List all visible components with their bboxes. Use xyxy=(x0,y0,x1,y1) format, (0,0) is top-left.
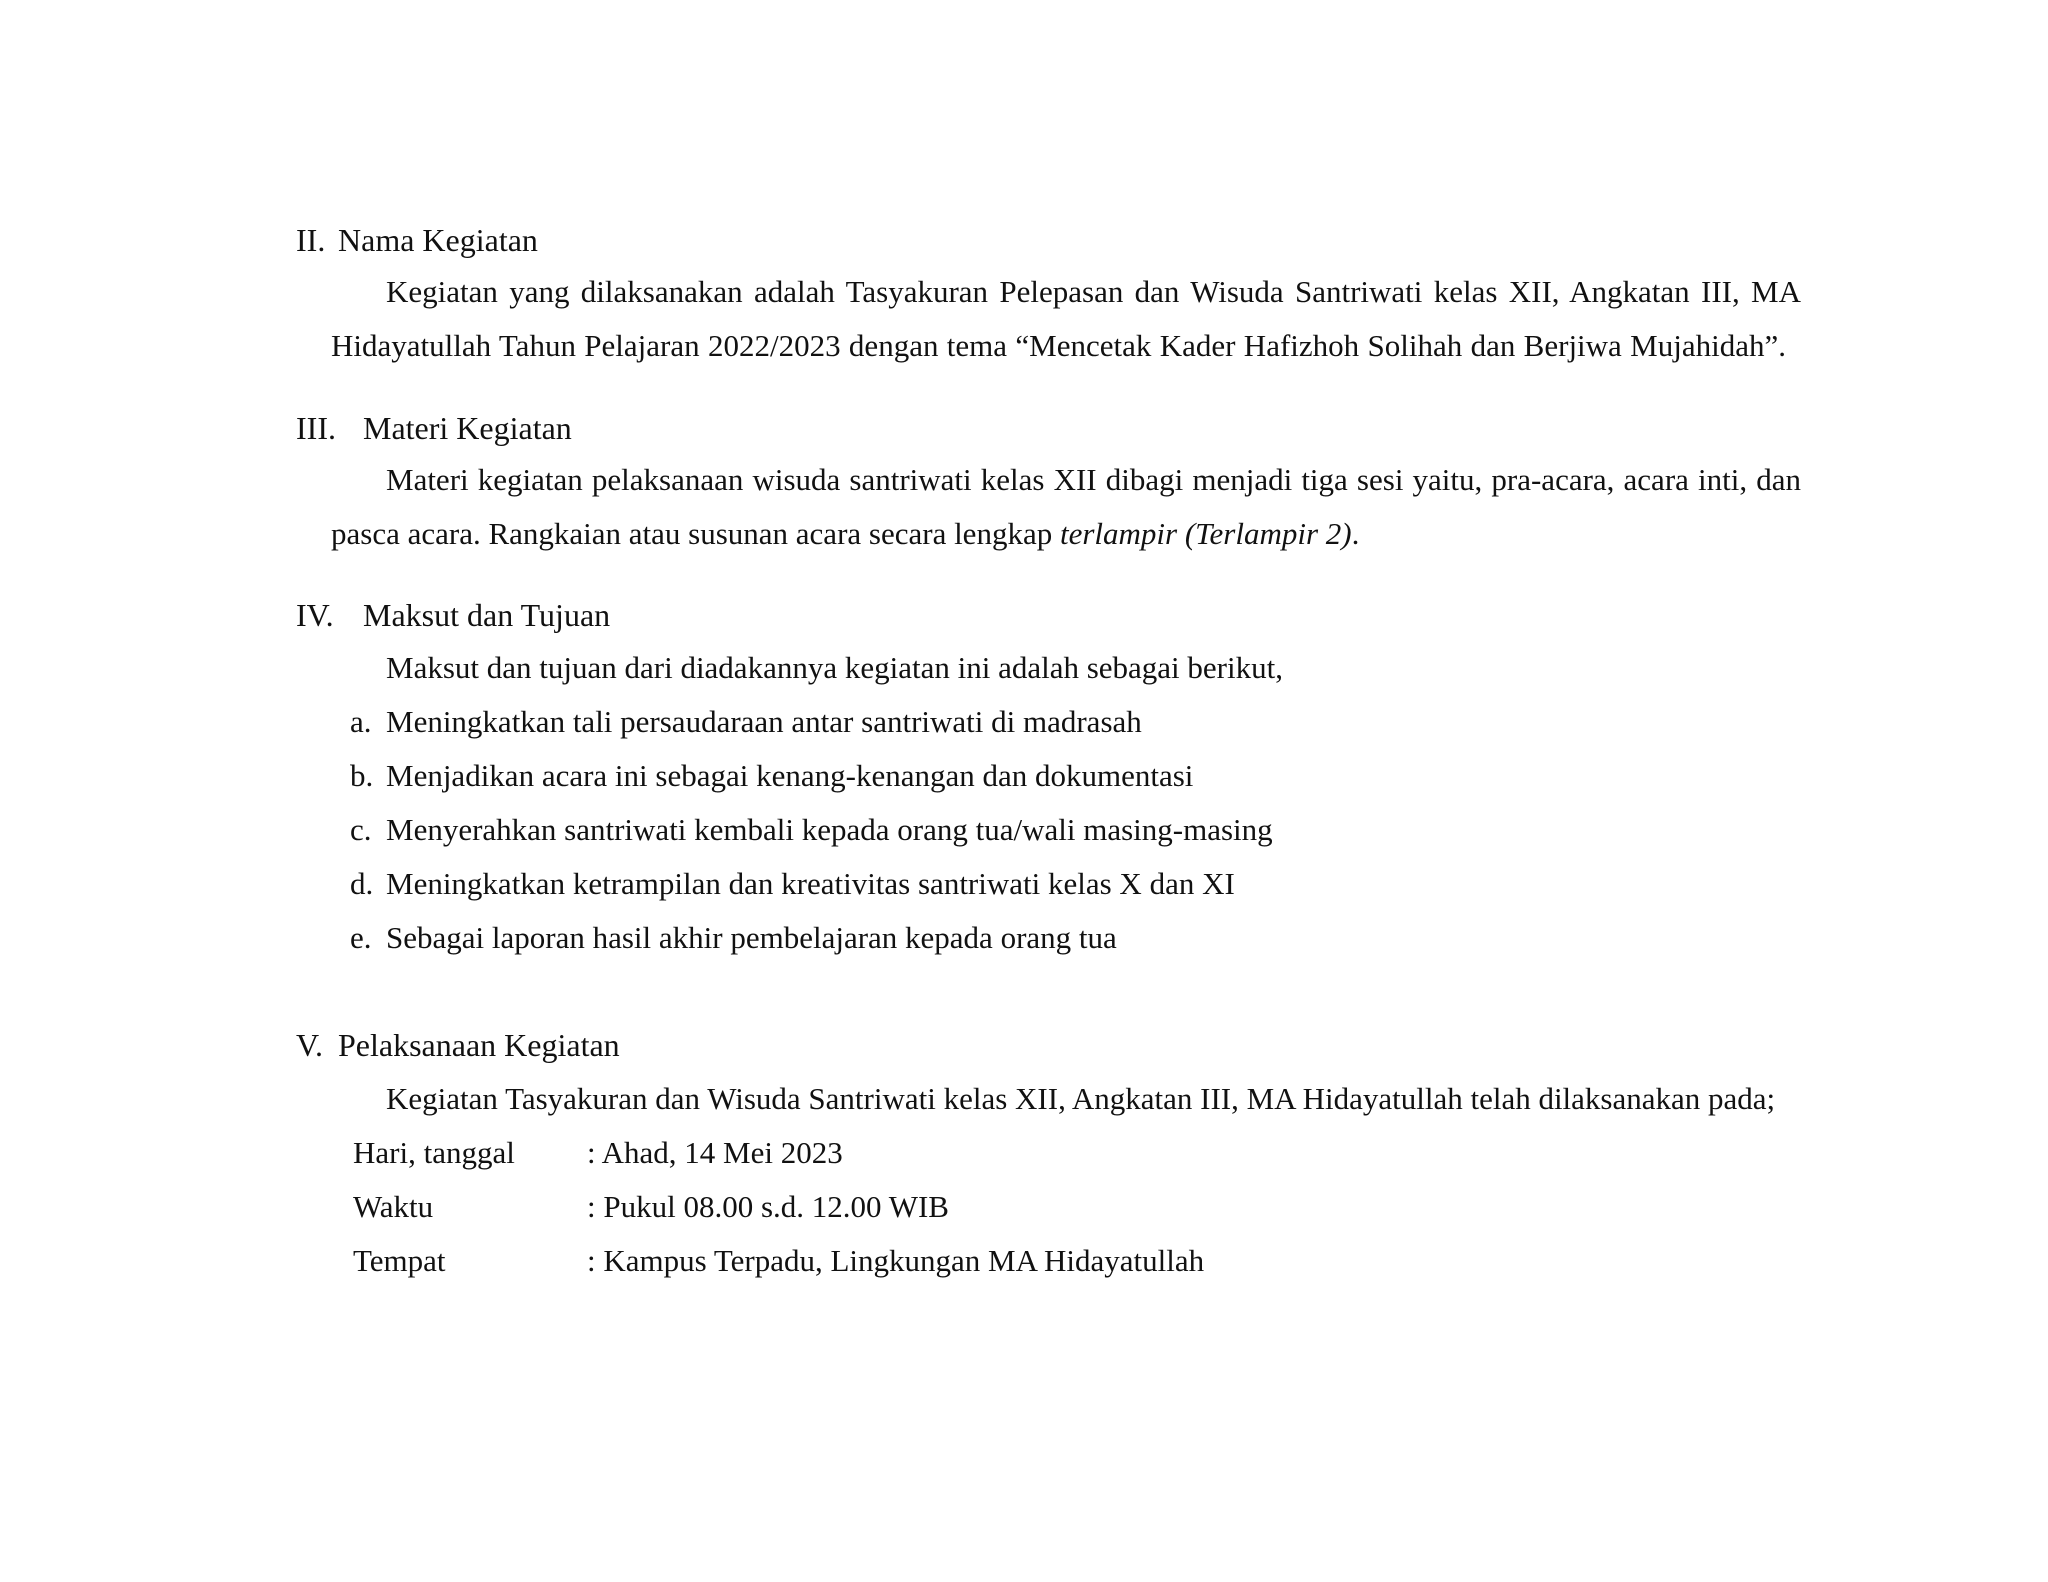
section-4-heading xyxy=(296,596,611,634)
list-item-text: Menjadikan acara ini sebagai kenang-kenangan dan dokumentasi xyxy=(386,758,1194,793)
list-item-text: Meningkatkan ketrampilan dan kreativitas santriwati kelas X dan XI xyxy=(386,866,1235,901)
list-item-text: Menyerahkan santriwati kembali kepada orang tua/wali masing-masing xyxy=(386,812,1273,847)
section-3-number: III. xyxy=(296,410,336,446)
section-3-paragraph-line-2 xyxy=(331,515,1359,553)
list-item xyxy=(350,757,1194,795)
section-2-paragraph-line-2: Hidayatullah Tahun Pelajaran 2022/2023 dengan tema “Mencetak Kader Hafizhoh Solihah dan Berjiwa Mujahidah”. xyxy=(331,328,1786,363)
section-2-title: Nama Kegiatan xyxy=(338,222,538,258)
list-item xyxy=(350,703,1142,741)
detail-value: : Pukul 08.00 s.d. 12.00 WIB xyxy=(587,1189,949,1224)
section-4-title: Maksut dan Tujuan xyxy=(363,597,611,633)
section-4-intro: Maksut dan tujuan dari diadakannya kegiatan ini adalah sebagai berikut, xyxy=(386,650,1283,685)
section-4-number: IV. xyxy=(296,597,334,633)
detail-label: Hari, tanggal xyxy=(353,1135,515,1170)
section-5-title: Pelaksanaan Kegiatan xyxy=(338,1027,620,1063)
list-item-text: Meningkatkan tali persaudaraan antar santriwati di madrasah xyxy=(386,704,1142,739)
section-3-title: Materi Kegiatan xyxy=(363,410,572,446)
section-5-heading xyxy=(296,1026,620,1064)
list-marker: d. xyxy=(350,866,374,901)
detail-value: : Ahad, 14 Mei 2023 xyxy=(587,1135,843,1170)
detail-value: : Kampus Terpadu, Lingkungan MA Hidayatullah xyxy=(587,1243,1205,1278)
detail-label: Waktu xyxy=(353,1189,434,1224)
detail-row-place xyxy=(353,1242,1205,1280)
section-3-paragraph-line-1: Materi kegiatan pelaksanaan wisuda santriwati kelas XII dibagi menjadi tiga sesi yaitu, pra-acara, acara inti, dan xyxy=(386,462,1801,497)
list-item xyxy=(350,811,1273,849)
detail-row-date xyxy=(353,1134,843,1172)
list-item xyxy=(350,865,1235,903)
section-5-intro: Kegiatan Tasyakuran dan Wisuda Santriwati kelas XII, Angkatan III, MA Hidayatullah telah dilaksanakan pada; xyxy=(386,1081,1776,1116)
section-3-heading xyxy=(296,409,572,447)
detail-label: Tempat xyxy=(353,1243,446,1278)
section-2-heading xyxy=(296,221,538,259)
section-5-number: V. xyxy=(296,1027,323,1063)
list-marker: b. xyxy=(350,758,374,793)
list-marker: a. xyxy=(350,704,372,739)
list-marker: e. xyxy=(350,920,372,955)
section-3-line-2-text: pasca acara. Rangkaian atau susunan acara secara lengkap xyxy=(331,516,1060,551)
section-2-paragraph-line-1: Kegiatan yang dilaksanakan adalah Tasyakuran Pelepasan dan Wisuda Santriwati kelas XII, Angkatan III, MA xyxy=(386,274,1801,309)
list-item-text: Sebagai laporan hasil akhir pembelajaran kepada orang tua xyxy=(386,920,1117,955)
list-marker: c. xyxy=(350,812,372,847)
section-2-number: II. xyxy=(296,222,326,258)
list-item xyxy=(350,919,1117,957)
section-3-line-2-end: . xyxy=(1351,516,1360,551)
attachment-reference: terlampir (Terlampir 2) xyxy=(1059,516,1352,551)
detail-row-time xyxy=(353,1188,949,1226)
